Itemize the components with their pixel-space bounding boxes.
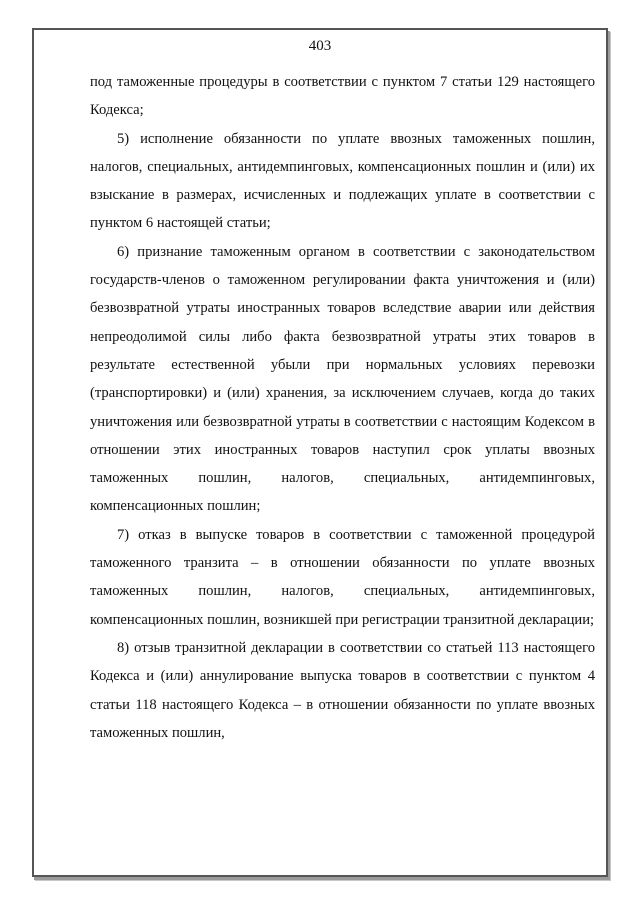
- page-number: 403: [308, 38, 332, 54]
- paragraph-item-7: 7) отказ в выпуске товаров в соответствии с таможенной процедурой таможенного транзита – в отношении обязанности по уплате ввозных таможенных пошлин, налогов, специальных, антидемпинговых, компенсационных пошлин, возникшей при регистрации транзитной декларации;: [90, 526, 595, 628]
- paragraph-item-5: 5) исполнение обязанности по уплате ввозных таможенных пошлин, налогов, специальных, антидемпинговых, компенсационных пошлин и (или) их взыскание в размерах, исчисленных и подлежащих уплате в соответствии с пунктом 6 настоящей статьи;: [90, 130, 595, 232]
- paragraph-item-8: 8) отзыв транзитной декларации в соответствии со статьей 113 настоящего Кодекса и (или) аннулирование выпуска товаров в соответствии с пунктом 4 статьи 118 настоящего Кодекса – в отношении обязанности по уплате ввозных таможенных пошлин,: [90, 639, 595, 741]
- paragraph-continuation: под таможенные процедуры в соответствии с пунктом 7 статьи 129 настоящего Кодекса;: [90, 74, 595, 119]
- paragraph-item-6: 6) признание таможенным органом в соответствии с законодательством государств-членов о таможенном регулировании факта уничтожения и (или) безвозвратной утраты иностранных товаров вследствие аварии или действия непреодолимой силы либо факта безвозвратной утраты этих товаров в результате естественной убыли при нормальных условиях перевозки (транспортировки) и (или) хранения, за исключением случаев, когда до таких уничтожения или безвозвратной утраты в соответствии с настоящим Кодексом в отношении этих иностранных товаров наступил срок уплаты ввозных таможенных пошлин, налогов, специальных, антидемпинговых, компенсационных пошлин;: [90, 243, 595, 515]
- document-body: [90, 68, 595, 747]
